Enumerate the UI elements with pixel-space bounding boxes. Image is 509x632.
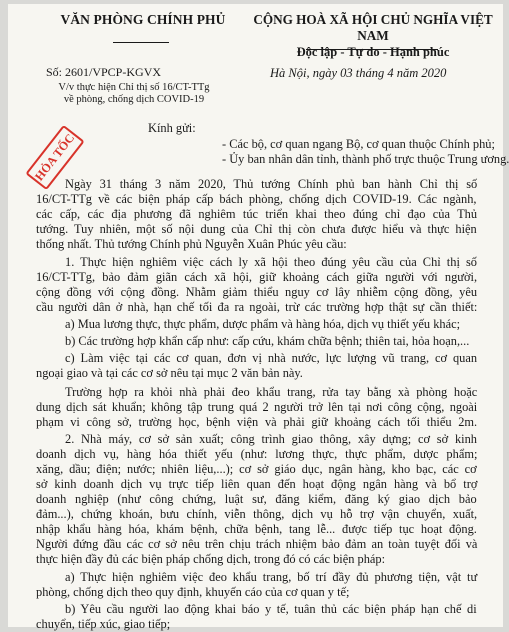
- body-text-line: phòng, chống dịch theo quy định, khuyến cáo của cơ quan y tế;: [36, 585, 350, 599]
- body-text-line: chuyển, tiếp xúc, giao tiếp;: [36, 617, 171, 631]
- body-text-line: các cấp, các địa phương đã nghiêm túc triển khai theo đúng chỉ đạo của Thủ: [36, 207, 478, 221]
- body-text-line: phạm vi công sở, trường học, bệnh viện và phải giữ khoảng cách tối thiểu 2m.: [36, 415, 478, 429]
- subject-line-2: về phòng, chống dịch COVID-19: [63, 94, 205, 105]
- recipient-line: - Các bộ, cơ quan ngang Bộ, cơ quan thuộc Chính phủ;: [222, 137, 495, 151]
- body-text-line: dung dịch sát khuẩn; không tập trung quá 2 người trở lên tại nơi công cộng, ngoài: [36, 400, 478, 414]
- body-text-line: Ngày 31 tháng 3 năm 2020, Thủ tướng Chính phủ ban hành Chỉ thị số: [65, 177, 478, 191]
- body-text-line: tướng. Tuy nhiên, một số nội dung của Chỉ thị còn chưa được hiểu và thực hiện: [36, 222, 477, 236]
- body-text-line: 2. Nhà máy, cơ sở sản xuất; công trình giao thông, xây dựng; cơ sở kinh: [65, 432, 477, 446]
- issuing-agency-name: VĂN PHÒNG CHÍNH PHỦ: [60, 12, 226, 27]
- body-text-line: cầu người dân ở nhà, hạn chế tối đa ra ngoài, trừ các trường hợp thật sự cần thiết:: [36, 300, 478, 314]
- body-text-line: 16/CT-TTg về các biện pháp cấp bách phòng, chống dịch COVID-19. Các ngành,: [36, 192, 477, 206]
- body-text-line: 16/CT-TTg, bảo đảm giãn cách xã hội, giữ khoảng cách giữa người với người,: [36, 270, 478, 284]
- body-text-line: Trường hợp ra khỏi nhà phải đeo khẩu trang, rửa tay bằng xà phòng hoặc: [65, 385, 478, 399]
- document-page: [8, 4, 509, 631]
- body-text-line: Người đứng đầu các cơ sở nêu trên chịu trách nhiệm bảo đảm an toàn tuyệt đối và: [36, 537, 478, 551]
- document-number: Số: 2601/VPCP-KGVX: [46, 65, 162, 79]
- national-title: CỘNG HOÀ XÃ HỘI CHỦ NGHĨA VIỆT NAM: [253, 12, 493, 43]
- body-text-line: cộng đồng với cộng đồng. Nhằm giảm thiểu nguy cơ lây nhiễm cộng đồng, yêu: [36, 285, 478, 299]
- recipients-label: Kính gửi:: [148, 121, 196, 135]
- body-text-line: a) Thực hiện nghiêm việc đeo khẩu trang, bố trí đầy đủ phương tiện, vật tư: [65, 570, 478, 584]
- body-text-line: b) Yêu cầu người lao động khai báo y tế, tuân thủ các biện pháp hạn chế di: [65, 602, 477, 616]
- body-text-line: c) Làm việc tại các cơ quan, đơn vị nhà nước, lực lượng vũ trang, cơ quan: [65, 351, 478, 365]
- body-text-line: b) Các trường hợp khẩn cấp như: cấp cứu, khám chữa bệnh; thiên tai, hỏa hoạn,...: [65, 334, 470, 348]
- body-text-line: thống nhất. Thủ tướng Chính phủ Nguyễn Xuân Phúc yêu cầu:: [36, 237, 347, 251]
- body-text-line: thực hiện đầy đủ các biện pháp chống dịch, trong đó có các biện pháp:: [36, 552, 386, 566]
- place-and-date: Hà Nội, ngày 03 tháng 4 năm 2020: [270, 66, 447, 80]
- national-motto: Độc lập - Tự do - Hạnh phúc: [296, 45, 450, 59]
- body-text-line: nhập khẩu hàng hóa, khám bệnh, chữa bệnh, tang lễ... được tiếp tục hoạt động.: [36, 522, 477, 536]
- body-text-line: 1. Thực hiện nghiêm việc cách ly xã hội theo đúng yêu cầu của Chỉ thị số: [65, 255, 477, 269]
- body-text-line: a) Mua lương thực, thực phẩm, dược phẩm và hàng hóa, dịch vụ thiết yếu khác;: [65, 317, 461, 331]
- recipient-line: - Ủy ban nhân dân tỉnh, thành phố trực thuộc Trung ương.: [222, 152, 509, 166]
- document-body: [8, 4, 503, 631]
- body-text-line: đảm...), chứng khoán, bưu chính, viễn thông, dịch vụ hỗ trợ vận chuyển, xuất,: [36, 507, 478, 521]
- body-text-line: doanh dịch vụ, hàng hóa thiết yếu (như: lương thực, thực phẩm, dược phẩm;: [36, 447, 478, 461]
- urgent-stamp: HỎA TỐC: [25, 125, 84, 190]
- body-text-line: ngoại giao và tại các cơ sở nêu tại mục 2 văn bản này.: [36, 366, 303, 380]
- body-text-line: doanh nghiệp (như công chứng, luật sư, đăng kiểm, đăng ký giao dịch bảo: [36, 492, 477, 506]
- body-text-line: sở kinh doanh dịch vụ trực tiếp liên quan đến hoạt động ngân hàng và bổ trợ: [36, 477, 478, 491]
- body-text-line: xăng, dầu; điện; nước; nhiên liệu,...); cơ sở giáo dục, ngân hàng, kho bạc, các cơ: [36, 462, 477, 476]
- subject-line-1: V/v thực hiện Chỉ thị số 16/CT-TTg: [58, 82, 210, 93]
